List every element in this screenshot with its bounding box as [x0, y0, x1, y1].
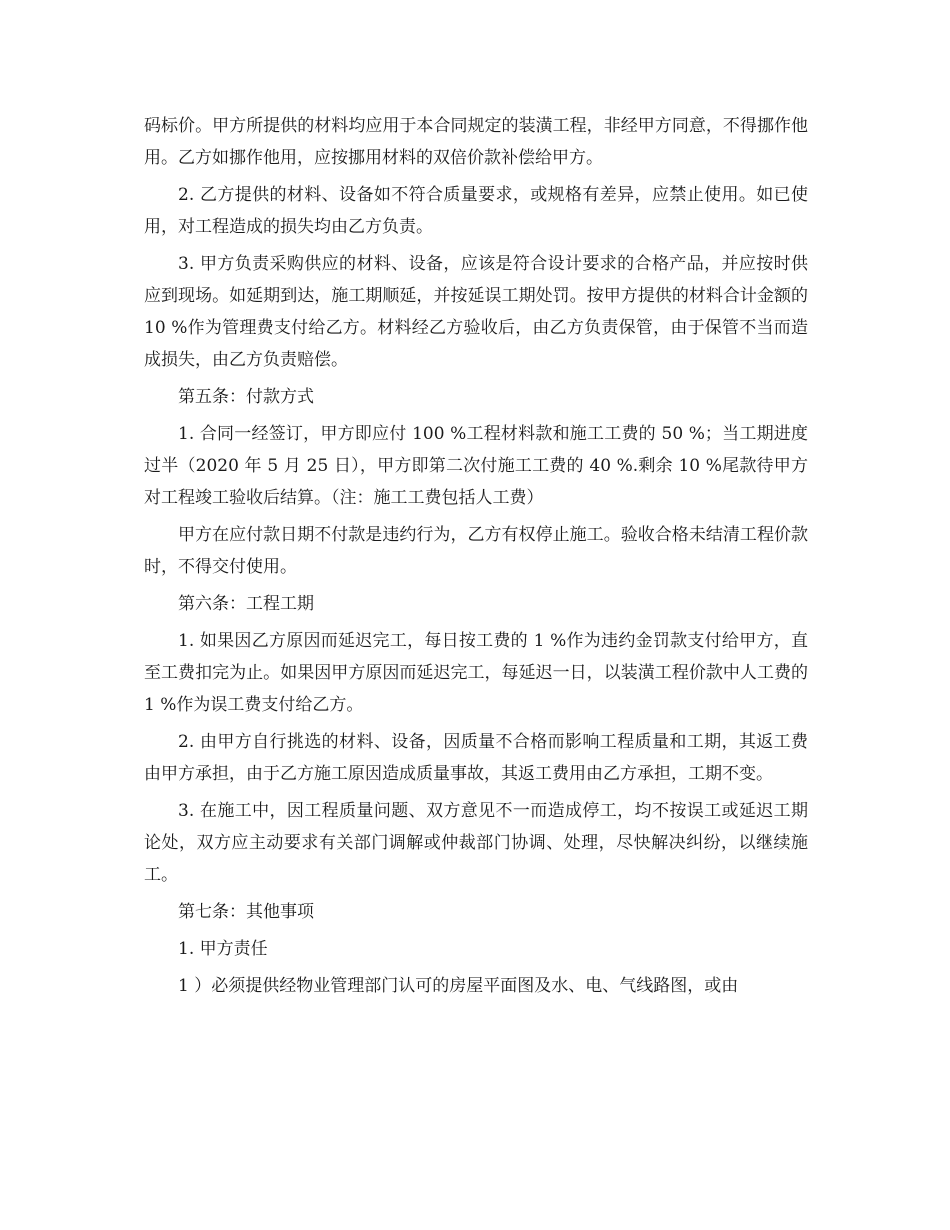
paragraph-schedule-clause-3: 3. 在施工中，因工程质量问题、双方意见不一而造成停工，均不按误工或延迟工期论处，双方应主动要求有关部门调解或仲裁部门协调、处理，尽快解决纠纷，以继续施工。 — [144, 801, 808, 885]
paragraph-schedule-clause-2: 2. 由甲方自行挑选的材料、设备，因质量不合格而影响工程质量和工期，其返工费由甲方承担，由于乙方施工原因造成质量事故，其返工费用由乙方承担，工期不变。 — [144, 732, 808, 784]
paragraph-clause-2-materials: 2. 乙方提供的材料、设备如不符合质量要求，或规格有差异，应禁止使用。如已使用，对工程造成的损失均由乙方负责。 — [144, 185, 808, 237]
section-heading-article-6: 第六条：工程工期 — [178, 594, 314, 614]
paragraph-clause-3-procurement: 3. 甲方负责采购供应的材料、设备，应该是符合设计要求的合格产品，并应按时供应到现场。如延期到达，施工期顺延，并按延误工期处罚。按甲方提供的材料合计金额的 10 %作为管理费支付给乙方。材料经乙方验收后，由乙方负责保管，由于保管不当而造成损失，由乙方负责赔偿。 — [144, 254, 808, 370]
section-heading-article-7: 第七条：其他事项 — [178, 902, 314, 922]
paragraph-party-a-duty-1: 1 ）必须提供经物业管理部门认可的房屋平面图及水、电、气线路图，或由 — [178, 976, 739, 996]
document-page — [144, 110, 808, 1007]
subheading-party-a-duties: 1. 甲方责任 — [178, 939, 268, 959]
paragraph-payment-default: 甲方在应付款日期不付款是违约行为，乙方有权停止施工。验收合格未结清工程价款时，不得交付使用。 — [144, 525, 808, 577]
paragraph-material-pricing: 码标价。甲方所提供的材料均应用于本合同规定的装潢工程，非经甲方同意，不得挪作他用。乙方如挪作他用，应按挪用材料的双倍价款补偿给甲方。 — [144, 116, 808, 168]
paragraph-schedule-clause-1: 1. 如果因乙方原因而延迟完工，每日按工费的 1 %作为违约金罚款支付给甲方，直至工费扣完为止。如果因甲方原因而延迟完工，每延迟一日，以装潢工程价款中人工费的 1 %作为误工费支付给乙方。 — [144, 631, 808, 715]
paragraph-payment-clause-1: 1. 合同一经签订，甲方即应付 100 %工程材料款和施工工费的 50 %；当工期进度过半（2020 年 5 月 25 日），甲方即第二次付施工工费的 40 %.剩余 10 %尾款待甲方对工程竣工验收后结算。（注：施工工费包括人工费） — [144, 424, 808, 508]
section-heading-article-5: 第五条：付款方式 — [178, 387, 314, 407]
